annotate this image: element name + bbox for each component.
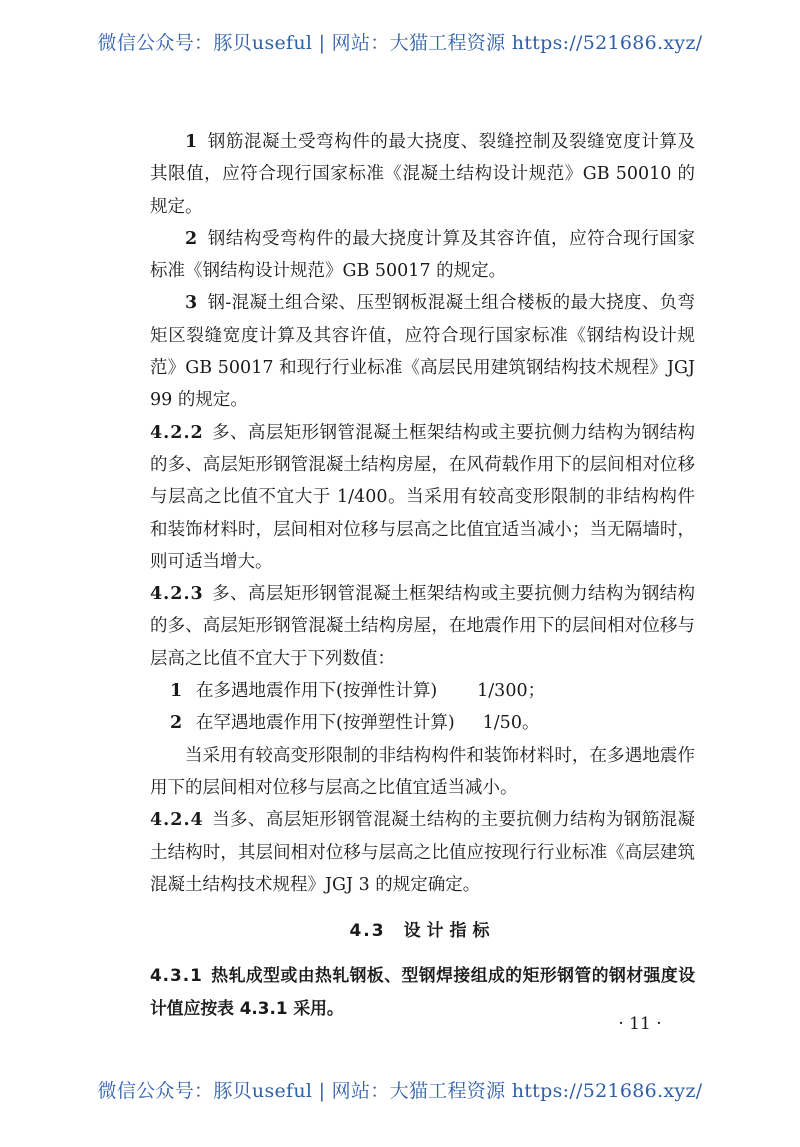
clause-4-2-3-text: 多、高层矩形钢管混凝土框架结构或主要抗侧力结构为钢结构的多、高层矩形钢管混凝土结构房屋，在地震作用下的层间相对位移与层高之比值不宜大于下列数值： — [150, 584, 695, 669]
section-heading-title: 设计指标 — [403, 921, 496, 942]
clause-4-2-3-number: 4.2.3 — [150, 584, 204, 605]
clause-item-1-text: 钢筋混凝土受弯构件的最大挠度、裂缝控制及裂缝宽度计算及其限值，应符合现行国家标准《混凝土结构设计规范》GB 50010 的规定。 — [150, 132, 695, 217]
document-body — [150, 126, 695, 1024]
list-item-text: 在罕遇地震作用下(按弹塑性计算) — [196, 713, 455, 734]
clause-item-1-number: 1 — [185, 132, 198, 152]
list-item-value: 1/50。 — [482, 713, 540, 734]
clause-item-1 — [150, 126, 695, 223]
list-item-number: 1 — [170, 681, 183, 702]
footer-watermark-text: 微信公众号：豚贝useful | 网站：大猫工程资源 https://521686.xyz/ — [97, 1080, 703, 1102]
clause-4-2-4-text: 当多、高层矩形钢管混凝土结构的主要抗侧力结构为钢筋混凝土结构时，其层间相对位移与层高之比值应按现行行业标准《高层建筑混凝土结构技术规程》JGJ 3 的规定确定。 — [150, 810, 695, 895]
clause-item-2 — [150, 223, 695, 288]
clause-4-2-2-number: 4.2.2 — [150, 422, 204, 443]
header-watermark-text: 微信公众号：豚贝useful | 网站：大猫工程资源 https://521686.xyz/ — [97, 32, 703, 54]
clause-4-2-4-number: 4.2.4 — [150, 810, 204, 831]
clause-item-3-text: 钢-混凝土组合梁、压型钢板混凝土组合楼板的最大挠度、负弯矩区裂缝宽度计算及其容许值，应符合现行国家标准《钢结构设计规范》GB 50017 和现行行业标准《高层民用建筑钢结构技术规程》JGJ 99 的规定。 — [150, 293, 695, 411]
clause-4-2-4 — [150, 804, 695, 901]
header-watermark-banner — [0, 28, 800, 55]
clause-4-2-3 — [150, 578, 695, 675]
list-item — [150, 707, 695, 739]
clause-item-2-number: 2 — [185, 228, 198, 249]
clause-item-2-text: 钢结构受弯构件的最大挠度计算及其容许值，应符合现行国家标准《钢结构设计规范》GB 50017 的规定。 — [150, 228, 695, 282]
clause-4-2-2 — [150, 417, 695, 578]
list-item-number: 2 — [170, 713, 183, 734]
page-number: · 11 · — [618, 1014, 662, 1034]
section-heading-number: 4.3 — [349, 921, 386, 942]
clause-4-3-1-number: 4.3.1 — [150, 965, 203, 986]
clause-4-2-3-note: 当采用有较高变形限制的非结构构件和装饰材料时，在多遇地震作用下的层间相对位移与层高之比值宜适当减小。 — [150, 745, 695, 798]
list-item — [150, 675, 695, 707]
clause-4-3-1-text: 热轧成型或由热轧钢板、型钢焊接组成的矩形钢管的钢材强度设计值应按表 4.3.1 采用。 — [150, 965, 695, 1018]
clause-item-3 — [150, 287, 695, 416]
clause-4-2-2-text: 多、高层矩形钢管混凝土框架结构或主要抗侧力结构为钢结构的多、高层矩形钢管混凝土结构房屋，在风荷载作用下的层间相对位移与层高之比值不宜大于 1/400。当采用有较高变形限制的非结构构件和装饰材料时，层间相对位移与层高之比值宜适当减小；当无隔墙时，则可适当增大。 — [150, 422, 695, 572]
list-item-text: 在多遇地震作用下(按弹性计算) — [196, 681, 438, 702]
clause-item-3-number: 3 — [185, 293, 198, 314]
list-item-value: 1/300； — [477, 681, 546, 702]
section-heading — [150, 915, 695, 947]
footer-watermark-banner — [0, 1076, 800, 1103]
